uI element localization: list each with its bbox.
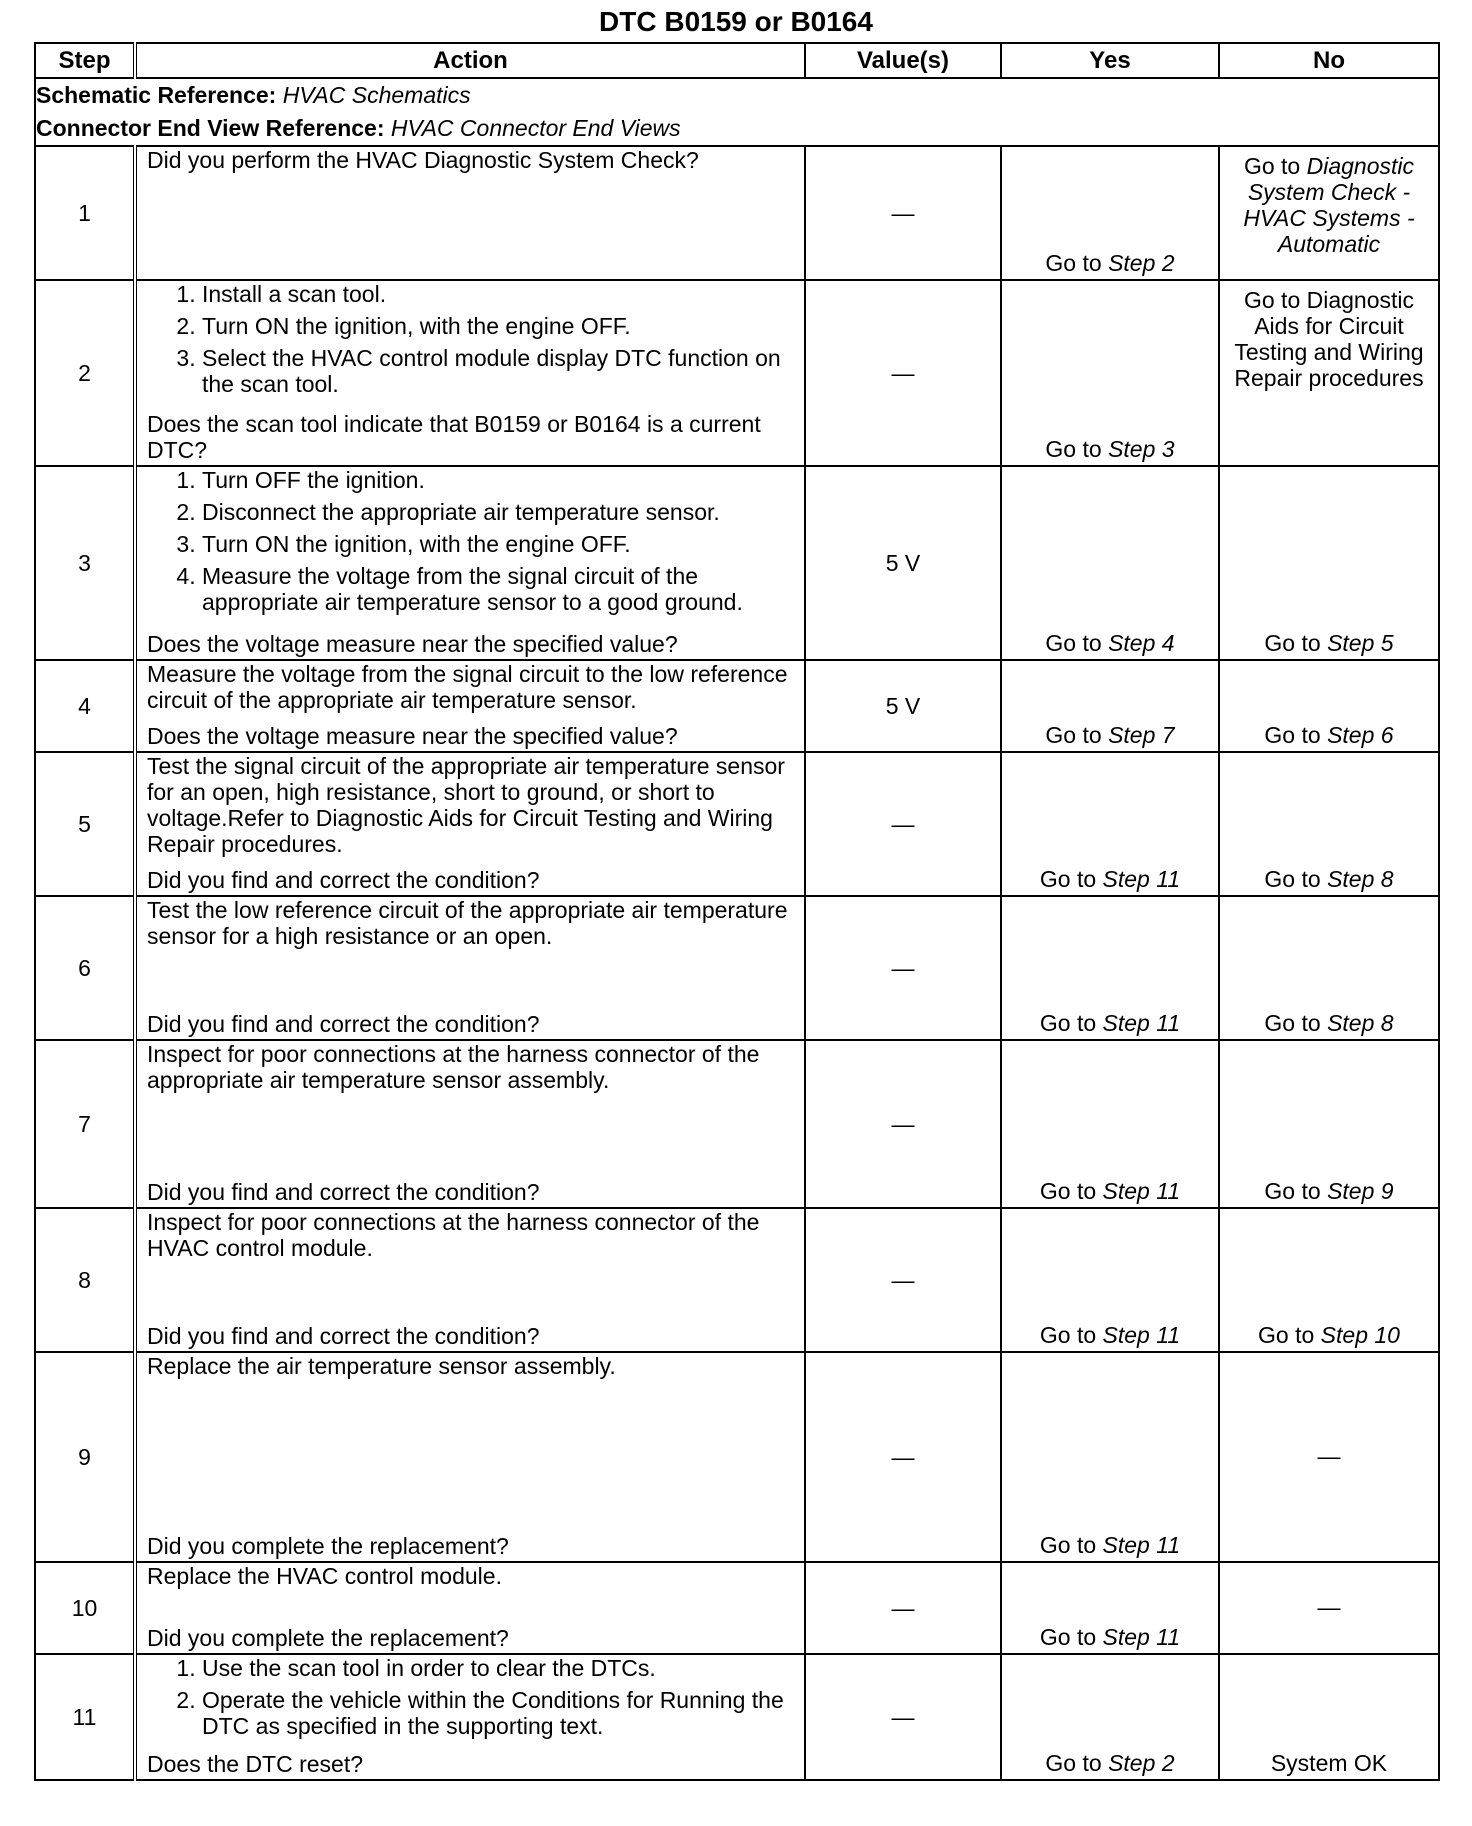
no-cell: — [1219, 1562, 1439, 1654]
value-cell: — [805, 1562, 1001, 1654]
action-steps-list [147, 1655, 798, 1739]
action-body [147, 1563, 798, 1589]
step-number: 2 [35, 280, 135, 466]
no-goto-prefix: Go to [1243, 153, 1307, 179]
step-number: 4 [35, 660, 135, 752]
yes-goto-step: Step 11 [1102, 1178, 1181, 1204]
no-goto-step: Step 5 [1327, 630, 1394, 656]
action-question: Does the voltage measure near the specified value? [147, 723, 678, 749]
action-content [147, 897, 798, 1039]
action-step-item: 3. Turn ON the ignition, with the engine OFF. [202, 531, 798, 557]
yes-goto-step: Step 4 [1108, 630, 1175, 656]
yes-goto-step: Step 7 [1108, 722, 1175, 748]
step-number: 9 [35, 1352, 135, 1562]
action-question: Does the DTC reset? [147, 1751, 364, 1777]
value-cell: — [805, 1040, 1001, 1208]
action-cell [135, 1208, 805, 1352]
table-row [35, 1040, 1439, 1208]
no-cell [1219, 660, 1439, 752]
action-cell [135, 660, 805, 752]
no-goto-prefix: Go to [1264, 1178, 1328, 1204]
action-instruction: Measure the voltage from the signal circuit to the low reference circuit of the appropriate air temperature sensor. [147, 661, 788, 713]
action-instruction: Test the low reference circuit of the appropriate air temperature sensor for a high resistance or an open. [147, 897, 788, 949]
no-cell [1219, 466, 1439, 660]
table-row [35, 466, 1439, 660]
yes-goto-prefix: Go to [1045, 1750, 1109, 1776]
table-row [35, 1654, 1439, 1780]
reference-row [35, 78, 1439, 146]
connector-reference [36, 112, 1438, 145]
value-cell: — [805, 146, 1001, 280]
schematic-reference-link: HVAC Schematics [282, 82, 471, 108]
action-step-item: 2. Turn ON the ignition, with the engine OFF. [202, 313, 798, 339]
yes-goto-step: Step 11 [1102, 1010, 1181, 1036]
action-cell [135, 280, 805, 466]
table-row [35, 660, 1439, 752]
action-question: Did you find and correct the condition? [147, 1323, 540, 1349]
action-body [147, 281, 798, 403]
action-content [147, 753, 798, 895]
action-question: Does the scan tool indicate that B0159 or B0164 is a current DTC? [147, 411, 761, 463]
table-row [35, 146, 1439, 280]
action-instruction: Replace the HVAC control module. [147, 1563, 502, 1589]
schematic-reference-label: Schematic Reference: [36, 82, 277, 108]
yes-goto-prefix: Go to [1045, 436, 1109, 462]
step-number: 7 [35, 1040, 135, 1208]
no-goto-step: Step 8 [1327, 866, 1394, 892]
action-content [147, 1209, 798, 1351]
no-goto-step: Step 9 [1327, 1178, 1394, 1204]
value-cell: — [805, 896, 1001, 1040]
action-body [147, 1655, 798, 1745]
yes-goto-prefix: Go to [1039, 1322, 1103, 1348]
action-question: Did you find and correct the condition? [147, 1011, 540, 1037]
yes-goto-step: Step 2 [1108, 1750, 1175, 1776]
action-body [147, 661, 798, 713]
yes-cell [1001, 1040, 1219, 1208]
action-step-item: 2. Disconnect the appropriate air temperature sensor. [202, 499, 798, 525]
step-number: 6 [35, 896, 135, 1040]
yes-goto-prefix: Go to [1045, 722, 1109, 748]
action-step-item: 4. Measure the voltage from the signal circuit of the appropriate air temperature sensor to a good ground. [202, 563, 798, 615]
action-cell [135, 146, 805, 280]
yes-goto-step: Step 11 [1102, 1624, 1181, 1650]
yes-goto-step: Step 3 [1108, 436, 1175, 462]
yes-cell [1001, 1208, 1219, 1352]
table-row [35, 1352, 1439, 1562]
yes-goto-prefix: Go to [1039, 1624, 1103, 1650]
action-content [147, 1563, 798, 1653]
value-cell: 5 V [805, 660, 1001, 752]
yes-cell [1001, 1654, 1219, 1780]
action-step-item: 1. Use the scan tool in order to clear the DTCs. [202, 1655, 798, 1681]
yes-goto-step: Step 11 [1102, 1532, 1181, 1558]
table-row [35, 1562, 1439, 1654]
no-cell [1219, 896, 1439, 1040]
action-step-item: 1. Turn OFF the ignition. [202, 467, 798, 493]
no-goto-step: Step 10 [1320, 1322, 1400, 1348]
yes-cell [1001, 466, 1219, 660]
header-row [35, 43, 1439, 78]
value-cell: — [805, 1654, 1001, 1780]
action-instruction: Replace the air temperature sensor assembly. [147, 1353, 616, 1379]
action-body [147, 147, 798, 173]
header-yes: Yes [1001, 43, 1219, 78]
table-row [35, 280, 1439, 466]
no-cell [1219, 1208, 1439, 1352]
action-body [147, 1209, 798, 1261]
action-cell [135, 752, 805, 896]
action-cell [135, 1040, 805, 1208]
action-cell [135, 896, 805, 1040]
header-no: No [1219, 43, 1439, 78]
step-number: 3 [35, 466, 135, 660]
action-instruction: Inspect for poor connections at the harness connector of the appropriate air temperature sensor assembly. [147, 1041, 760, 1093]
action-cell [135, 1654, 805, 1780]
action-content [147, 1655, 798, 1779]
action-content [147, 281, 798, 465]
yes-goto-step: Step 2 [1108, 250, 1175, 276]
yes-goto-prefix: Go to [1039, 1532, 1103, 1558]
no-goto-prefix: Go to [1264, 866, 1328, 892]
action-step-item: 1. Install a scan tool. [202, 281, 798, 307]
no-goto-prefix: Go to [1264, 722, 1328, 748]
action-question: Did you find and correct the condition? [147, 1179, 540, 1205]
action-question: Does the voltage measure near the specified value? [147, 631, 678, 657]
yes-goto-prefix: Go to [1039, 1010, 1103, 1036]
action-body [147, 1041, 798, 1093]
action-step-item: 2. Operate the vehicle within the Conditions for Running the DTC as specified in the supporting text. [202, 1687, 798, 1739]
yes-goto-step: Step 11 [1102, 866, 1181, 892]
yes-cell [1001, 280, 1219, 466]
action-steps-list [147, 281, 798, 397]
yes-cell [1001, 1352, 1219, 1562]
no-goto-step: Step 8 [1327, 1010, 1394, 1036]
action-instruction: Inspect for poor connections at the harness connector of the HVAC control module. [147, 1209, 760, 1261]
no-cell [1219, 146, 1439, 280]
yes-cell [1001, 896, 1219, 1040]
action-body [147, 897, 798, 949]
yes-cell [1001, 146, 1219, 280]
yes-goto-prefix: Go to [1045, 250, 1109, 276]
header-action: Action [135, 43, 805, 78]
action-body [147, 753, 798, 857]
connector-reference-label: Connector End View Reference: [36, 115, 385, 141]
no-cell: System OK [1219, 1654, 1439, 1780]
action-question: Did you complete the replacement? [147, 1625, 509, 1651]
action-question: Did you complete the replacement? [147, 1533, 509, 1559]
header-values: Value(s) [805, 43, 1001, 78]
action-content [147, 1041, 798, 1207]
no-cell [1219, 1040, 1439, 1208]
value-cell: — [805, 1208, 1001, 1352]
step-number: 1 [35, 146, 135, 280]
action-cell [135, 1352, 805, 1562]
action-content [147, 467, 798, 659]
no-cell [1219, 752, 1439, 896]
connector-reference-link: HVAC Connector End Views [390, 115, 681, 141]
action-content [147, 1353, 798, 1561]
yes-cell [1001, 752, 1219, 896]
header-step: Step [35, 43, 135, 78]
value-cell: — [805, 752, 1001, 896]
value-cell: 5 V [805, 466, 1001, 660]
no-goto-reference: Diagnostic System Check - HVAC Systems - Automatic [1243, 153, 1415, 257]
yes-goto-step: Step 11 [1102, 1322, 1181, 1348]
no-cell: Go to Diagnostic Aids for Circuit Testing and Wiring Repair procedures [1219, 280, 1439, 466]
yes-cell [1001, 660, 1219, 752]
no-goto-prefix: Go to [1264, 630, 1328, 656]
yes-goto-prefix: Go to [1039, 1178, 1103, 1204]
table-row [35, 752, 1439, 896]
no-cell: — [1219, 1352, 1439, 1562]
action-instruction: Did you perform the HVAC Diagnostic System Check? [147, 147, 699, 173]
action-cell [135, 1562, 805, 1654]
action-body [147, 1353, 798, 1379]
value-cell: — [805, 280, 1001, 466]
step-number: 11 [35, 1654, 135, 1780]
action-instruction: Test the signal circuit of the appropriate air temperature sensor for an open, high resistance, short to ground, or short to voltage.Refer to Diagnostic Aids for Circuit Testing and Wiring Repair procedures. [147, 753, 785, 857]
action-content [147, 147, 798, 279]
diagnostic-table [34, 42, 1440, 1781]
no-goto-step: Step 6 [1327, 722, 1394, 748]
page-title: DTC B0159 or B0164 [599, 6, 873, 37]
table-row [35, 1208, 1439, 1352]
yes-cell [1001, 1562, 1219, 1654]
no-goto-prefix: Go to [1258, 1322, 1321, 1348]
step-number: 5 [35, 752, 135, 896]
action-cell [135, 466, 805, 660]
schematic-reference [36, 79, 1438, 112]
action-question: Did you find and correct the condition? [147, 867, 540, 893]
yes-goto-prefix: Go to [1045, 630, 1109, 656]
action-step-item: 3. Select the HVAC control module display DTC function on the scan tool. [202, 345, 798, 397]
table-row [35, 896, 1439, 1040]
step-number: 8 [35, 1208, 135, 1352]
yes-goto-prefix: Go to [1039, 866, 1103, 892]
value-cell: — [805, 1352, 1001, 1562]
action-content [147, 661, 798, 751]
action-body [147, 467, 798, 621]
action-steps-list [147, 467, 798, 615]
reference-cell [35, 78, 1439, 146]
step-number: 10 [35, 1562, 135, 1654]
no-goto-prefix: Go to [1264, 1010, 1328, 1036]
